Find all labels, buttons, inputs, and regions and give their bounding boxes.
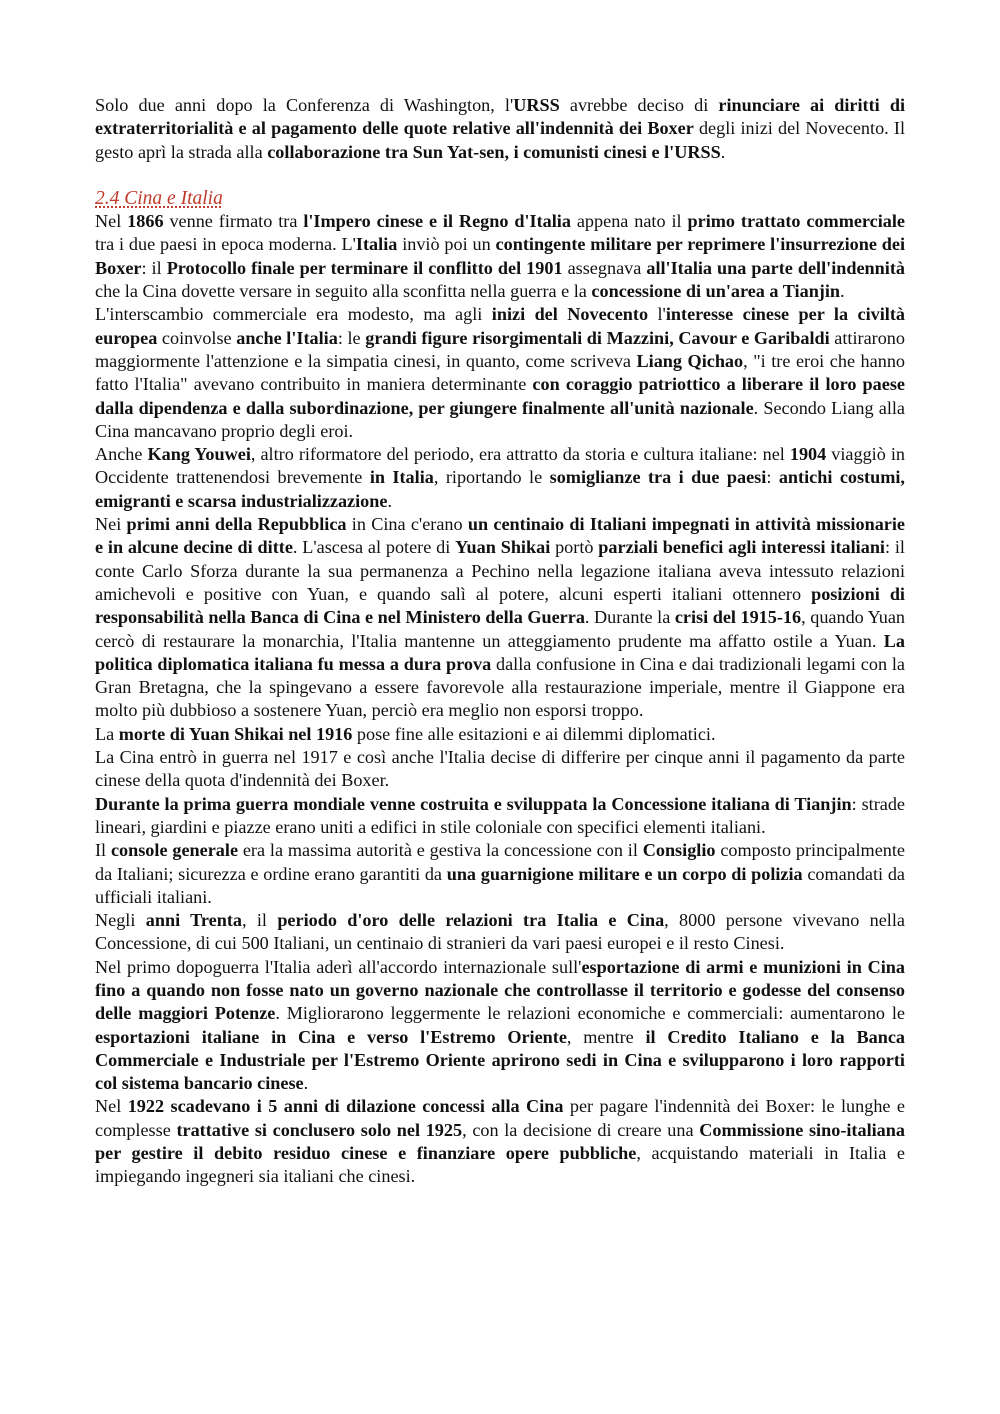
text-run: , 8000 persone vivevano nella Concessione, di cui 500 Italiani, un centinaio di stranieri da vari paesi europei e il resto Cinesi. <box>95 910 905 954</box>
text-run: . Secondo Liang alla Cina mancavano proprio degli eroi. <box>95 397 905 441</box>
bold-text-run: posizioni di responsabilità nella Banca di Cina e nel Ministero della Guerra <box>95 583 905 628</box>
text-run: , il <box>242 910 278 931</box>
bold-text-run: morte di Yuan Shikai nel 1916 <box>118 723 353 744</box>
paragraph <box>95 793 905 840</box>
bold-text-run: esportazioni italiane in Cina e verso l'Estremo Oriente <box>95 1026 567 1047</box>
text-run: per pagare l'indennità dei Boxer: le lunghe e complesse <box>95 1096 905 1140</box>
bold-text-run: crisi del 1915-16 <box>674 607 802 628</box>
bold-text-run: contingente militare per reprimere l'insurrezione dei Boxer <box>95 234 905 278</box>
text-run: Il <box>95 840 111 861</box>
paragraph <box>95 956 905 1096</box>
bold-text-run: periodo d'oro delle relazioni tra Italia e Cina <box>277 910 665 931</box>
bold-text-run: inizi del Novecento <box>491 304 649 325</box>
paragraph <box>95 723 905 746</box>
section-heading-text: 2.4 Cina e Italia <box>95 187 223 209</box>
text-run: portò <box>550 537 599 558</box>
text-run: : il conte Carlo Sforza durante la sua permanenza a Pechino nella legazione italiana aveva intessuto relazioni amichevoli e positive con Yuan, e quando salì al potere, alcuni esperti italiani ottennero <box>95 537 905 604</box>
text-run: , "i tre eroi che hanno fatto l'Italia" avevano contribuito in maniera determinante <box>95 350 906 395</box>
bold-text-run: collaborazione tra Sun Yat-sen, i comunisti cinesi e l'URSS <box>267 141 721 162</box>
text-run: , con la decisione di creare una <box>462 1119 700 1140</box>
bold-text-run: Durante la prima guerra mondiale venne costruita e sviluppata la Concessione italiana di Tianjin <box>95 793 852 814</box>
bold-text-run: trattative si conclusero solo nel 1925 <box>176 1119 463 1140</box>
text-run: pose fine alle esitazioni e ai dilemmi diplomatici. <box>352 723 716 744</box>
bold-text-run: primi anni della Repubblica <box>126 514 347 535</box>
bold-text-run: Italia <box>355 234 398 255</box>
text-run: Nel <box>95 211 128 232</box>
bold-text-run: Consiglio <box>642 840 716 861</box>
paragraph <box>95 746 905 793</box>
text-run: venne firmato tra <box>163 211 304 232</box>
bold-text-run: primo trattato commerciale <box>687 211 906 232</box>
text-run: . Durante la <box>584 607 675 628</box>
bold-text-run: somiglianze tra i due paesi <box>549 467 767 488</box>
bold-text-run: 1922 scadevano i 5 anni di dilazione concessi alla Cina <box>127 1096 564 1117</box>
text-run: . <box>840 281 845 302</box>
text-run: Nel primo dopoguerra l'Italia aderì all'accordo internazionale sull' <box>95 956 582 977</box>
paragraph <box>95 909 905 956</box>
text-run: . <box>303 1073 309 1094</box>
text-run: La Cina entrò in guerra nel 1917 e così anche l'Italia decise di differire per cinque anni il pagamento da parte cinese della quota d'indennità dei Boxer. <box>95 747 905 791</box>
text-run: inviò poi un <box>397 234 496 255</box>
text-run: che la Cina dovette versare in seguito alla sconfitta nella guerra e la <box>95 281 592 302</box>
text-run: , mentre <box>566 1026 646 1047</box>
bold-text-run: Liang Qichao <box>636 350 744 371</box>
section-heading <box>95 187 905 210</box>
text-run: era la massima autorità e gestiva la concessione con il <box>238 840 643 861</box>
bold-text-run: La politica diplomatica italiana fu messa a dura prova <box>95 630 905 674</box>
text-run: : il <box>141 257 167 278</box>
text-run: l' <box>648 304 666 325</box>
paragraph <box>95 1095 905 1188</box>
text-run: : <box>766 467 779 488</box>
bold-text-run: 1904 <box>789 444 827 465</box>
bold-text-run: rinunciare ai diritti di extraterritorialità e al pagamento delle quote relative all'indennità dei Boxer <box>95 95 906 139</box>
bold-text-run: grandi figure risorgimentali di Mazzini, Cavour e Garibaldi <box>365 327 830 348</box>
bold-text-run: antichi costumi, emigranti e scarsa industrializzazione <box>95 467 905 511</box>
text-run: coinvolse <box>157 327 237 348</box>
text-run: dalla confusione in Cina e dai tradizionali legami con la Gran Bretagna, che la spingevano a essere favorevole alla restaurazione imperiale, mentre il Giappone era molto più dubbioso a sostenere Yuan, perciò era meglio non esporsi troppo. <box>95 653 905 721</box>
text-run: viaggiò in Occidente trattenendosi brevemente <box>95 444 905 488</box>
text-run: composto principalmente da Italiani; sicurezza e ordine erano garantiti da <box>95 840 905 884</box>
text-run: avrebbe deciso di <box>559 95 719 115</box>
text-run: . Migliorarono leggermente le relazioni economiche e commerciali: aumentarono le <box>275 1003 905 1024</box>
bold-text-run: parziali benefici agli interessi italiani <box>598 537 885 558</box>
paragraph <box>95 443 905 513</box>
bold-text-run: anche l'Italia <box>236 327 338 348</box>
text-run: L'interscambio commerciale era modesto, ma agli <box>95 304 492 325</box>
bold-text-run: anni Trenta <box>145 910 242 931</box>
paragraph <box>95 303 905 443</box>
bold-text-run: concessione di un'area a Tianjin <box>591 281 841 302</box>
bold-text-run: in Italia <box>369 467 434 488</box>
bold-text-run: console generale <box>110 840 239 861</box>
text-run: : strade lineari, giardini e piazze erano uniti a edifici in stile coloniale con specifici elementi italiani. <box>95 793 905 837</box>
intro-paragraph <box>95 94 905 164</box>
text-run: . L'ascesa al potere di <box>292 537 456 558</box>
text-run: comandati da ufficiali italiani. <box>95 863 905 907</box>
text-run: Nel <box>95 1096 128 1117</box>
bold-text-run: Kang Youwei <box>147 444 251 465</box>
document-body <box>95 94 905 1189</box>
paragraph-spacer <box>95 164 905 187</box>
text-run: tra i due paesi in epoca moderna. L' <box>95 234 356 255</box>
bold-text-run: Commissione sino-italiana per gestire il debito residuo cinese e finanziare opere pubbliche <box>95 1119 905 1164</box>
text-run: appena nato il <box>570 211 688 232</box>
bold-text-run: Protocollo finale per terminare il conflitto del 1901 <box>166 257 563 278</box>
bold-text-run: esportazione di armi e munizioni in Cina fino a quando non fosse nato un governo nazionale che controllasse il territorio e godesse del consenso delle maggiori Potenze <box>95 956 905 1024</box>
text-run: assegnava <box>562 257 647 278</box>
text-run: Anche <box>95 444 148 465</box>
text-run: Solo due anni dopo la Conferenza di Washington, l' <box>95 95 514 115</box>
bold-text-run: l'Impero cinese e il Regno d'Italia <box>303 211 571 232</box>
bold-text-run: all'Italia una parte dell'indennità <box>646 257 905 278</box>
paragraph <box>95 513 905 723</box>
bold-text-run: un centinaio di Italiani impegnati in attività missionarie e in alcune decine di ditte <box>95 514 905 558</box>
paragraph <box>95 210 905 303</box>
bold-text-run: URSS <box>513 95 560 115</box>
text-run: La <box>95 723 119 744</box>
bold-text-run: il Credito Italiano e la Banca Commerciale e Industriale per l'Estremo Oriente aprirono sedi in Cina e svilupparono i loro rapporti col sistema bancario cinese <box>95 1026 905 1094</box>
text-run: attirarono maggiormente l'attenzione e la simpatia cinesi, in quanto, come scriveva <box>95 327 905 371</box>
bold-text-run: 1866 <box>127 211 164 232</box>
text-run: Negli <box>95 910 146 931</box>
paragraph <box>95 839 905 909</box>
text-run: degli inizi del Novecento. Il gesto aprì la strada alla <box>95 118 905 162</box>
text-run: , riportando le <box>433 467 550 488</box>
bold-text-run: interesse cinese per la civiltà europea <box>95 304 905 348</box>
text-run: , acquistando materiali in Italia e impiegando ingegneri sia italiani che cinesi. <box>95 1143 905 1187</box>
bold-text-run: Yuan Shikai <box>455 537 551 558</box>
bold-text-run: con coraggio patriottico a liberare il loro paese dalla dipendenza e dalla subordinazione, per giungere finalmente all'unità nazionale <box>95 374 905 418</box>
text-run: : le <box>337 327 366 348</box>
text-run: Nei <box>95 514 127 535</box>
text-run: . <box>720 141 726 162</box>
bold-text-run: una guarnigione militare e un corpo di polizia <box>446 863 803 884</box>
text-run: in Cina c'erano <box>346 514 468 535</box>
text-run: , quando Yuan cercò di restaurare la monarchia, l'Italia mantenne un atteggiamento prudente ma affatto ostile a Yuan. <box>95 607 906 651</box>
text-run: . <box>387 490 393 511</box>
text-run: , altro riformatore del periodo, era attratto da storia e cultura italiane: nel <box>250 444 790 465</box>
